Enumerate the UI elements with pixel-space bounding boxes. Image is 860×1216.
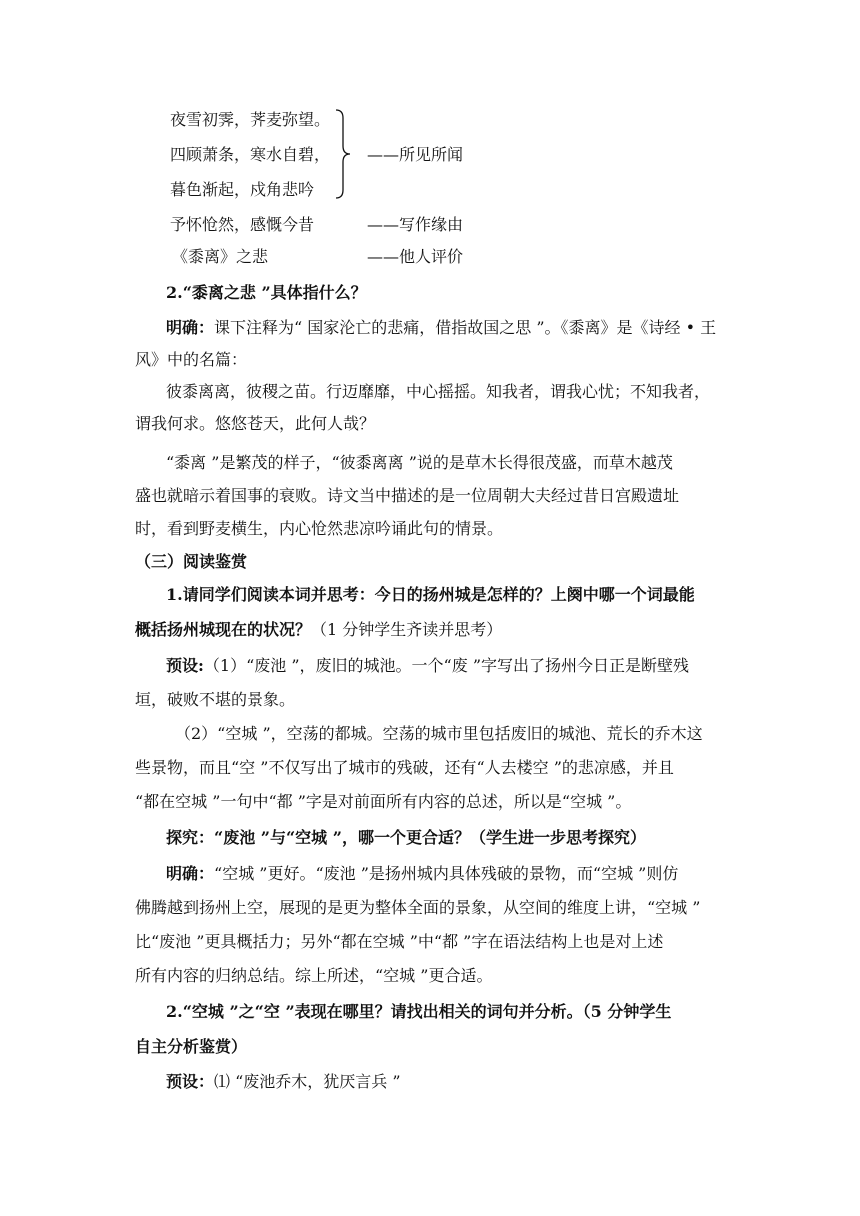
clarify-label: 明确： (166, 864, 215, 883)
answer-label: 明确： (166, 318, 215, 337)
explanation-line-1: “黍离 ”是繁茂的样子，“彼黍离离 ”说的是草木长得很茂盛，而草木越茂 (166, 453, 673, 472)
answer-line-1: 明确：课下注释为“ 国家沦亡的悲痛，借指故国之思 ”。《黍离》是《诗经 • 王 (166, 318, 717, 337)
outline-line-1: 夜雪初霁，荠麦弥望。 (170, 110, 331, 129)
preset-label: 预设: (166, 656, 204, 675)
outline-row4-right: ——写作缘由 (367, 215, 464, 234)
preset-1-line-1: 预设:（1）“废池 ”，废旧的城池。一个“废 ”字写出了扬州今日正是断壁残 (166, 656, 689, 675)
question-1-line-1: 1.请同学们阅读本词并思考：今日的扬州城是怎样的？上阕中哪一个词最能 (166, 585, 695, 604)
preset-2-line-3: “都在空城 ”一句中“都 ”字是对前面所有内容的总述，所以是“空城 ”。 (135, 792, 632, 811)
preset-2-line-2: 些景物，而且“空 ”不仅写出了城市的残破，还有“人去楼空 ”的悲凉感，并且 (135, 758, 674, 777)
outline-line-3: 暮色渐起，戍角悲吟 (170, 180, 315, 199)
clarify-line-2: 佛腾越到扬州上空，展现的是更为整体全面的景象，从空间的维度上讲，“空城 ” (135, 898, 701, 917)
explanation-line-2: 盛也就暗示着国事的衰败。诗文当中描述的是一位周朝大夫经过昔日宫殿遗址 (135, 486, 680, 505)
clarify-line-3: 比“废池 ”更具概括力；另外“都在空城 ”中“都 ”字在语法结构上也是对上述 (135, 932, 664, 951)
question-1-line-2: 概括扬州城现在的状况？（1 分钟学生齐读并思考） (135, 620, 503, 639)
outline-group-label: ——所见所闻 (367, 145, 464, 164)
preset-1-line-2: 垣，破败不堪的景象。 (135, 690, 296, 709)
question-2-line-1: 2.“空城 ”之“空 ”表现在哪里？请找出相关的词句并分析。（5 分钟学生 (166, 1002, 672, 1021)
explanation-line-3: 时，看到野麦横生，内心怆然悲凉吟诵此句的情景。 (135, 519, 504, 538)
poem-line-2: 谓我何求。悠悠苍天，此何人哉？ (135, 414, 376, 433)
curly-brace-icon (334, 108, 354, 200)
outline-row5-left: 《黍离》之悲 (172, 247, 269, 266)
preset-b-line: 预设：⑴ “废池乔木，犹厌言兵 ” (166, 1072, 401, 1091)
explore-line: 探究：“废池 ”与“空城 ”，哪一个更合适？（学生进一步思考探究） (166, 828, 646, 847)
poem-line-1: 彼黍离离，彼稷之苗。行迈靡靡，中心摇摇。知我者，谓我心忧；不知我者， (166, 382, 711, 401)
preset-2-line-1: （2）“空城 ”，空荡的都城。空荡的城市里包括废旧的城池、荒长的乔木这 (175, 724, 703, 743)
preset-b-label: 预设： (166, 1072, 215, 1091)
outline-line-2: 四顾萧条，寒水自碧， (170, 145, 331, 164)
outline-row4-left: 予怀怆然，感慨今昔 (170, 215, 315, 234)
clarify-line-1: 明确：“空城 ”更好。“废池 ”是扬州城内具体残破的景物，而“空城 ”则仿 (166, 864, 679, 883)
answer-line-2: 风》中的名篇： (135, 350, 248, 369)
question-2-line-2: 自主分析鉴赏） (135, 1037, 248, 1056)
clarify-line-4: 所有内容的归纳总结。综上所述，“空城 ”更合适。 (135, 966, 493, 985)
outline-row5-right: ——他人评价 (367, 247, 464, 266)
question-heading: 2.“黍离之悲 ”具体指什么？ (166, 283, 367, 302)
section-heading: （三）阅读鉴赏 (135, 552, 248, 571)
